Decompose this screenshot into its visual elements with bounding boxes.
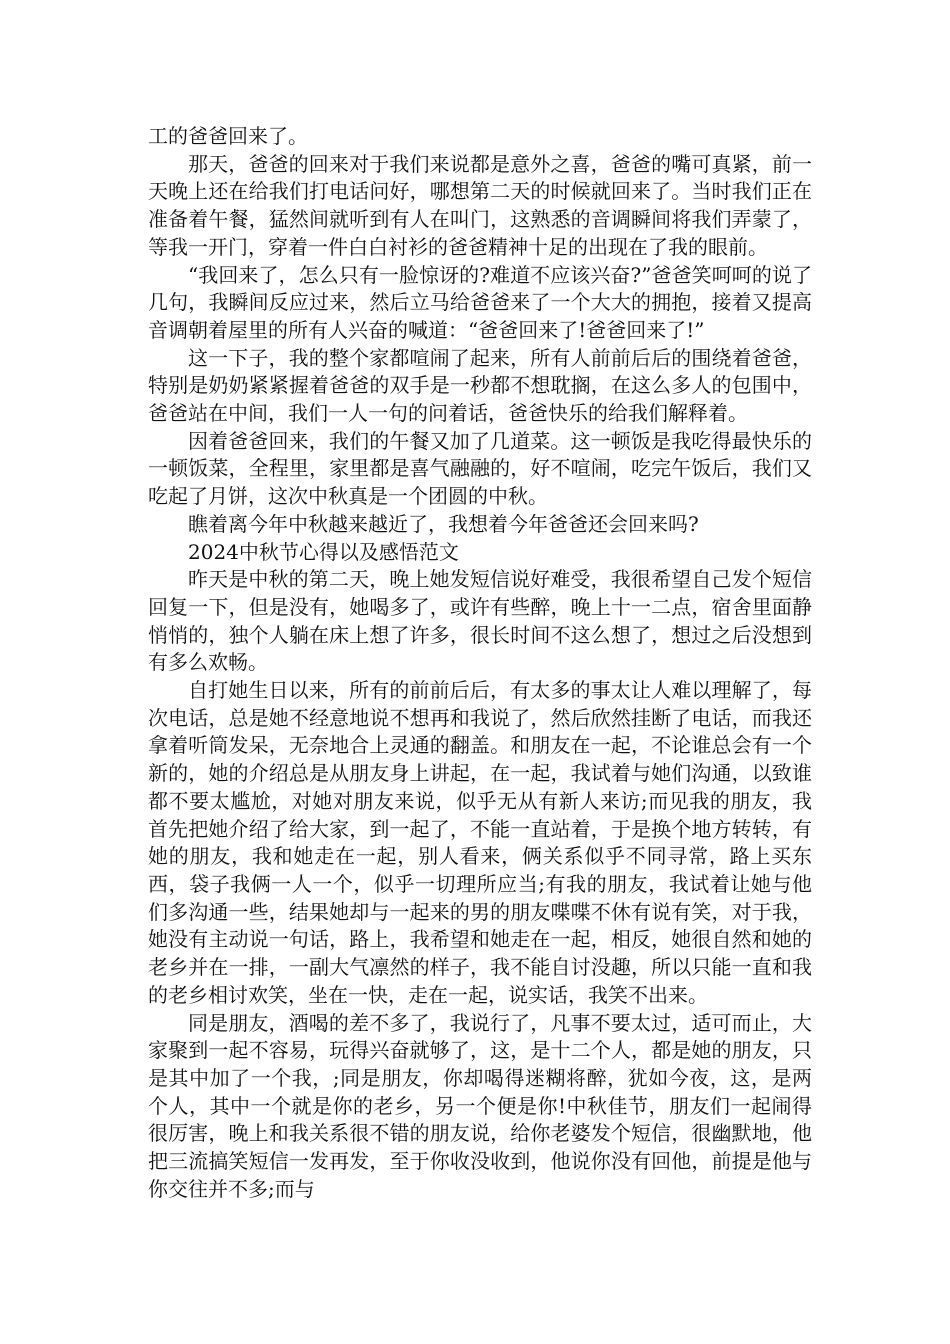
paragraph: 因着爸爸回来，我们的午餐又加了几道菜。这一顿饭是我吃得最快乐的一顿饭菜，全程里，家里都是喜气融融的，好不喧闹，吃完午饭后，我们又吃起了月饼，这次中秋真是一个团圆的中秋。 [148,428,812,509]
section-heading: 2024中秋节心得以及感悟范文 [188,539,459,564]
paragraph-continuation: 工的爸爸回来了。 [148,124,308,148]
document-page [148,123,812,1203]
paragraph: “我回来了，怎么只有一脸惊讶的?难道不应该兴奋?”爸爸笑呵呵的说了几句，我瞬间反应过来，然后立马给爸爸来了一个大大的拥抱，接着又提高音调朝着屋里的所有人兴奋的喊道：“爸爸回来了!爸爸回来了!” [148,262,812,342]
paragraph: 瞧着离今年中秋越来越近了，我想着今年爸爸还会回来吗? [188,511,699,536]
paragraph: 这一下子，我的整个家都喧闹了起来，所有人前前后后的围绕着爸爸，特别是奶奶紧紧握着爸爸的双手是一秒都不想耽搁，在这么多人的包围中，爸爸站在中间，我们一人一句的问着话，爸爸快乐的给我们解释着。 [148,345,812,426]
paragraph: 同是朋友，酒喝的差不多了，我说行了，凡事不要太过，适可而止，大家聚到一起不容易，玩得兴奋就够了，这，是十二个人，都是她的朋友，只是其中加了一个我，;同是朋友，你却喝得迷糊将醉，犹如今夜，这，是两个人，其中一个就是你的老乡，另一个便是你!中秋佳节，朋友们一起闹得很厉害，晚上和我关系很不错的朋友说，给你老婆发个短信，很幽默地，他把三流搞笑短信一发再发，至于你收没收到，他说你没有回他，前提是他与你交往并不多;而与 [148,1010,812,1201]
paragraph: 自打她生日以来，所有的前前后后，有太多的事太让人难以理解了，每次电话，总是她不经意地说不想再和我说了，然后欣然挂断了电话，而我还拿着听筒发呆，无奈地合上灵通的翻盖。和朋友在一起，不论谁总会有一个新的，她的介绍总是从朋友身上讲起，在一起，我试着与她们沟通，以致谁都不要太尴尬，对她对朋友来说，似乎无从有新人来访;而见我的朋友，我首先把她介绍了给大家，到一起了，不能一直站着，于是换个地方转转，有她的朋友，我和她走在一起，别人看来，俩关系似乎不同寻常，路上买东西，袋子我俩一人一个，似乎一切理所应当;有我的朋友，我试着让她与他们多沟通一些，结果她却与一起来的男的朋友喋喋不休有说有笑，对于我，她没有主动说一句话，路上，我希望和她走在一起，相反，她很自然和她的老乡并在一排，一副大气凛然的样子，我不能自讨没趣，所以只能一直和我的老乡相讨欢笑，坐在一快，走在一起，说实话，我笑不出来。 [148,678,812,1007]
paragraph: 那天，爸爸的回来对于我们来说都是意外之喜，爸爸的嘴可真紧，前一天晚上还在给我们打电话问好，哪想第二天的时候就回来了。当时我们正在准备着午餐，猛然间就听到有人在叫门，这熟悉的音调瞬间将我们弄蒙了，等我一开门，穿着一件白白衬衫的爸爸精神十足的出现在了我的眼前。 [148,151,812,259]
paragraph: 昨天是中秋的第二天，晚上她发短信说好难受，我很希望自己发个短信回复一下，但是没有，她喝多了，或许有些醉，晚上十一二点，宿舍里面静悄悄的，独个人躺在床上想了许多，很长时间不这么想了，想过之后没想到有多么欢畅。 [148,567,812,675]
